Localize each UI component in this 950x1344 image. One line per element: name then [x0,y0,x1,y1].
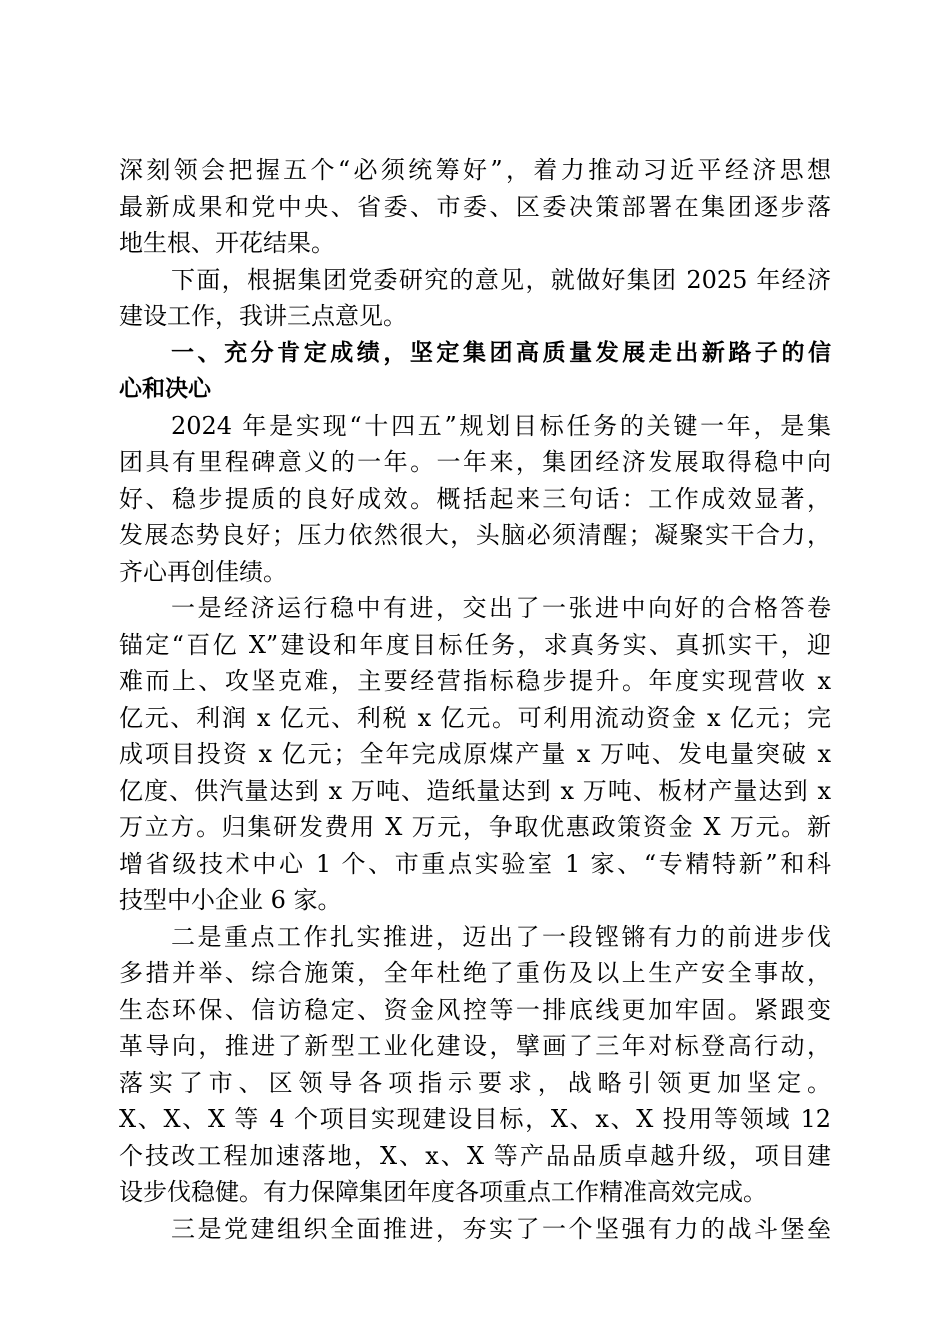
paragraph-line: 亿度、供汽量达到 x 万吨、造纸量达到 x 万吨、板材产量达到 x [119,776,831,805]
section-heading-line: 一、充分肯定成绩，坚定集团高质量发展走出新路子的信 [171,339,831,366]
paragraph-line: X、X、X 等 4 个项目实现建设目标，X、x、X 投用等领域 12 [119,1105,831,1133]
paragraph-line: 一是经济运行稳中有进，交出了一张进中向好的合格答卷 [171,594,831,622]
paragraph-line: 成项目投资 x 亿元；全年完成原煤产量 x 万吨、发电量突破 x [119,740,831,768]
paragraph-line: 建设工作，我讲三点意见。 [119,302,407,330]
paragraph-line: 个技改工程加速落地，X、x、X 等产品品质卓越升级，项目建 [119,1141,831,1170]
paragraph-line: 团具有里程碑意义的一年。一年来，集团经济发展取得稳中向 [119,448,831,476]
paragraph-line: 2024 年是实现“十四五”规划目标任务的关键一年，是集 [171,411,831,440]
paragraph-line: 发展态势良好；压力依然很大，头脑必须清醒；凝聚实干合力， [119,521,831,549]
paragraph-line: 设步伐稳健。有力保障集团年度各项重点工作精准高效完成。 [119,1178,767,1206]
paragraph-line: 增省级技术中心 1 个、市重点实验室 1 家、“专精特新”和科 [119,849,831,878]
paragraph-line: 革导向，推进了新型工业化建设，擘画了三年对标登高行动， [119,1032,831,1060]
paragraph-line: 好、稳步提质的良好成效。概括起来三句话：工作成效显著， [119,484,831,513]
paragraph-line: 落实了市、区领导各项指示要求，战略引领更加坚定。 [119,1068,831,1097]
paragraph-line: 亿元、利润 x 亿元、利税 x 亿元。可利用流动资金 x 亿元；完 [119,703,831,732]
paragraph-line: 下面，根据集团党委研究的意见，就做好集团 2025 年经济 [171,265,831,294]
paragraph-line: 最新成果和党中央、省委、市委、区委决策部署在集团逐步落 [119,192,831,221]
paragraph-line: 锚定“百亿 X”建设和年度目标任务，求真务实、真抓实干，迎 [119,630,831,659]
paragraph-line: 技型中小企业 6 家。 [119,886,342,914]
paragraph-line: 三是党建组织全面推进，夯实了一个坚强有力的战斗堡垒 [171,1214,831,1243]
paragraph-line: 二是重点工作扎实推进，迈出了一段铿锵有力的前进步伐 [171,922,831,951]
paragraph-line: 万立方。归集研发费用 X 万元，争取优惠政策资金 X 万元。新 [119,813,831,841]
paragraph-line: 深刻领会把握五个“必须统筹好”，着力推动习近平经济思想 [119,156,831,184]
paragraph-line: 齐心再创佳绩。 [119,557,287,586]
section-heading-line: 心和决心 [119,376,211,402]
paragraph-line: 生态环保、信访稳定、资金风控等一排底线更加牢固。紧跟变 [119,995,831,1024]
body-text [119,152,831,1247]
paragraph-line: 地生根、开花结果。 [119,229,335,257]
paragraph-line: 多措并举、综合施策，全年杜绝了重伤及以上生产安全事故， [119,959,831,987]
paragraph-line: 难而上、攻坚克难，主要经营指标稳步提升。年度实现营收 x [119,667,831,695]
